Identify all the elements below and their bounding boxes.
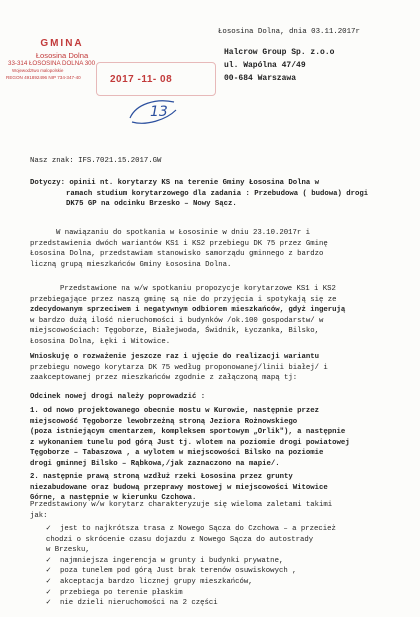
- subject-block: [30, 178, 368, 210]
- list-item: ✓ nie dzieli nieruchomości na 2 części: [46, 598, 218, 608]
- paragraph-3: [30, 352, 328, 384]
- paragraph-line: przedstawienia dwóch wariantów KS1 i KS2 przebiegu DK 75 przez Gminę: [30, 239, 328, 248]
- paragraph-line: Wnioskuję o rozważenie jeszcze raz i ujęcie do realizacji wariantu: [30, 353, 320, 361]
- item-line: drogi gminnej Bilsko – Rąbkowa,/jak zaznaczono na mapie/.: [30, 459, 280, 468]
- item-line: (poza istniejącym cmentarzem, kompleksem sportowym „Orlik"), a następnie: [30, 428, 346, 437]
- check-icon: ✓: [46, 598, 51, 608]
- route-item-1: [30, 406, 350, 470]
- list-item: ✓ przebiega po terenie płaskim: [46, 587, 183, 597]
- addressee-block: [224, 46, 334, 85]
- received-date-stamp: 2017 -11- 08: [110, 74, 173, 85]
- stamp-department: Wojewodztwo malopolskie: [12, 68, 64, 73]
- paragraph-line: jak:: [30, 511, 48, 520]
- paragraph-1: [30, 228, 328, 270]
- paragraph-line: zaakceptowanej przez mieszkańców zgodnie z załączoną mapą tj:: [30, 374, 298, 383]
- item-line: Tęgoborze – Tabaszowa , a wylotem w miejscowości Bilsko na poziomie: [30, 449, 324, 458]
- list-item: ✓ najmniejsza ingerencja w grunty i budynki prywatne,: [46, 555, 284, 565]
- paragraph-line: zdecydowanym sprzeciwem i negatywnym odbiorem mieszkańców, gdyż ingerują: [30, 306, 346, 315]
- section-heading: Odcinek nowej drogi należy poprowadzić :: [30, 393, 206, 401]
- paragraph-line: Przedstawiony w/w korytarz charakteryzuje się wieloma zaletami takimi: [30, 501, 333, 509]
- stamp-name: Łososina Dolna: [35, 51, 89, 60]
- paragraph-line: miejscowościach: Tęgoborze, Białejwoda, Świdnik, Łyczanka, Bilsko,: [30, 327, 320, 336]
- paragraph-line: w bardzo dużą ilość nieruchomości i budynków /ok.100 gospodarstw/ w: [30, 316, 324, 325]
- paragraph-line: Przedstawione na w/w spotkaniu propozycje korytarzowe KS1 i KS2: [60, 285, 336, 293]
- check-icon: ✓: [46, 587, 51, 597]
- paragraph-line: W nawiązaniu do spotkania w Łososinie w dniu 23.10.2017r i: [56, 229, 310, 237]
- item-line: Górne, a następnie w kierunku Czchowa.: [30, 494, 197, 503]
- stamp-gmina: GMINA: [40, 38, 84, 49]
- list-item: ✓ jest to najkrótsza trasa z Nowego Sącza do Czchowa – a przecież chodzi o skrócenie czasu dojazdu z Nowego Sącza do autostrady w Brzesku,: [46, 524, 336, 555]
- subject-line: ramach studium korytarzowego dla zadania : Przebudowa ( budowa) drogi: [66, 189, 369, 198]
- place-date: Łososina Dolna, dnia 03.11.2017r: [218, 28, 360, 36]
- paragraph-line: przebiegu nowego korytarza DK 75 według proponowanej/linii białej/ i: [30, 363, 328, 372]
- check-icon: ✓: [46, 576, 51, 586]
- stamp-address: 33-314 ŁOSOSINA DOLNA 300: [8, 60, 96, 67]
- paragraph-4: [30, 500, 332, 521]
- check-icon: ✓: [46, 555, 51, 565]
- reference-number: Nasz znak: IFS.7021.15.2017.GW: [30, 157, 162, 165]
- subject-line: Dotyczy: opinii nt. korytarzy KS na terenie Gminy Łososina Dolna w: [30, 179, 320, 187]
- paragraph-line: liczną grupą mieszkańców Gminy Łososina Dolna.: [30, 260, 232, 269]
- item-line: niezabudowane oraz budową przeprawy mostowej w miejscowości Witowice: [30, 483, 328, 492]
- item-line: 2. następnie prawą stroną wzdłuż rzeki Łososina przez grunty: [30, 473, 293, 481]
- paragraph-line: przebiegające przez naszą gminę są nie do przyjęcia i spotykają się ze: [30, 295, 337, 304]
- stamp-ids: REGON 491892496 NIP 734-347-40: [6, 75, 81, 80]
- paragraph-line: Łososina Dolna, przedstawiam stanowisko samorządu gminnego z bardzo: [30, 250, 324, 259]
- addressee-line: ul. Wapólna 47/49: [224, 61, 306, 70]
- check-icon: ✓: [46, 566, 51, 576]
- paragraph-line: Łososina Dolna, Łęki i Witowice.: [30, 337, 171, 346]
- item-line: 1. od nowo projektowanego obecnie mostu w Kurowie, następnie przez: [30, 407, 320, 415]
- list-item: ✓ akceptacja bardzo licznej grupy mieszkańców,: [46, 576, 253, 586]
- advantages-list: [46, 524, 336, 609]
- route-item-2: [30, 472, 328, 504]
- subject-line: DK75 GP na odcinku Brzesko – Nowy Sącz.: [66, 200, 237, 209]
- item-line: miejscowość Tęgoborze lewobrzeżną stroną Jeziora Rożnowskiego: [30, 417, 298, 426]
- item-line: z wykonaniem tunelu pod górą Just tj. wlotem na poziomie drogi powiatowej: [30, 438, 350, 447]
- check-icon: ✓: [46, 524, 51, 533]
- addressee-line: Halcrow Group Sp. z.o.o: [224, 48, 335, 57]
- addressee-line: 00-684 Warszawa: [224, 74, 297, 83]
- list-item: ✓ poza tunelem pod górą Just brak terenów osuwiskowych ,: [46, 566, 297, 576]
- paragraph-2: [30, 284, 345, 348]
- handwritten-number: 13: [150, 104, 168, 120]
